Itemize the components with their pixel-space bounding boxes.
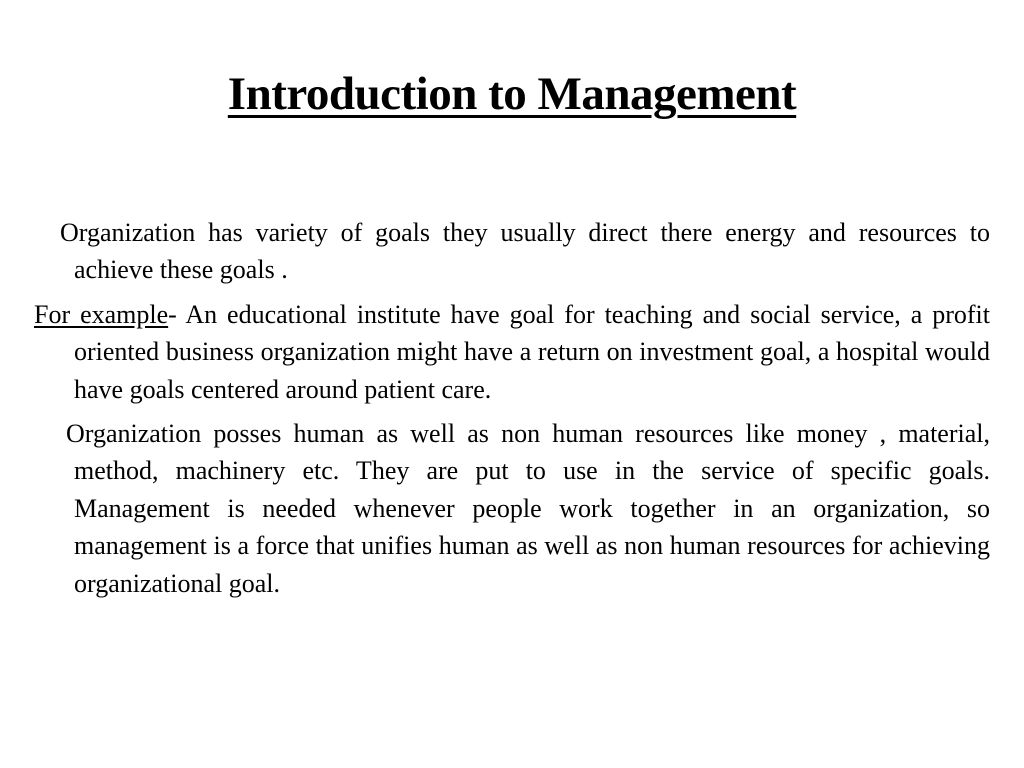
example-label: For example <box>34 299 169 329</box>
example-text: An educational institute have goal for teaching and social service, a profit oriented business organization might have a return on investment goal, a hospital would have goals centered around patient care. <box>74 299 990 404</box>
paragraph-resources: Organization posses human as well as non human resources like money , material, method, machinery etc. They are put to use in the service of specific goals. Management is needed whenever people work together in an organization, so management is a force that unifies human as well as non human resources for achieving organizational goal. <box>66 419 990 598</box>
slide-body <box>34 214 990 602</box>
paragraph-example <box>34 296 990 408</box>
paragraph-goals: Organization has variety of goals they usually direct there energy and resources to achieve these goals . <box>60 218 990 285</box>
slide-title: Introduction to Management <box>227 68 797 120</box>
example-separator: - <box>168 299 177 329</box>
